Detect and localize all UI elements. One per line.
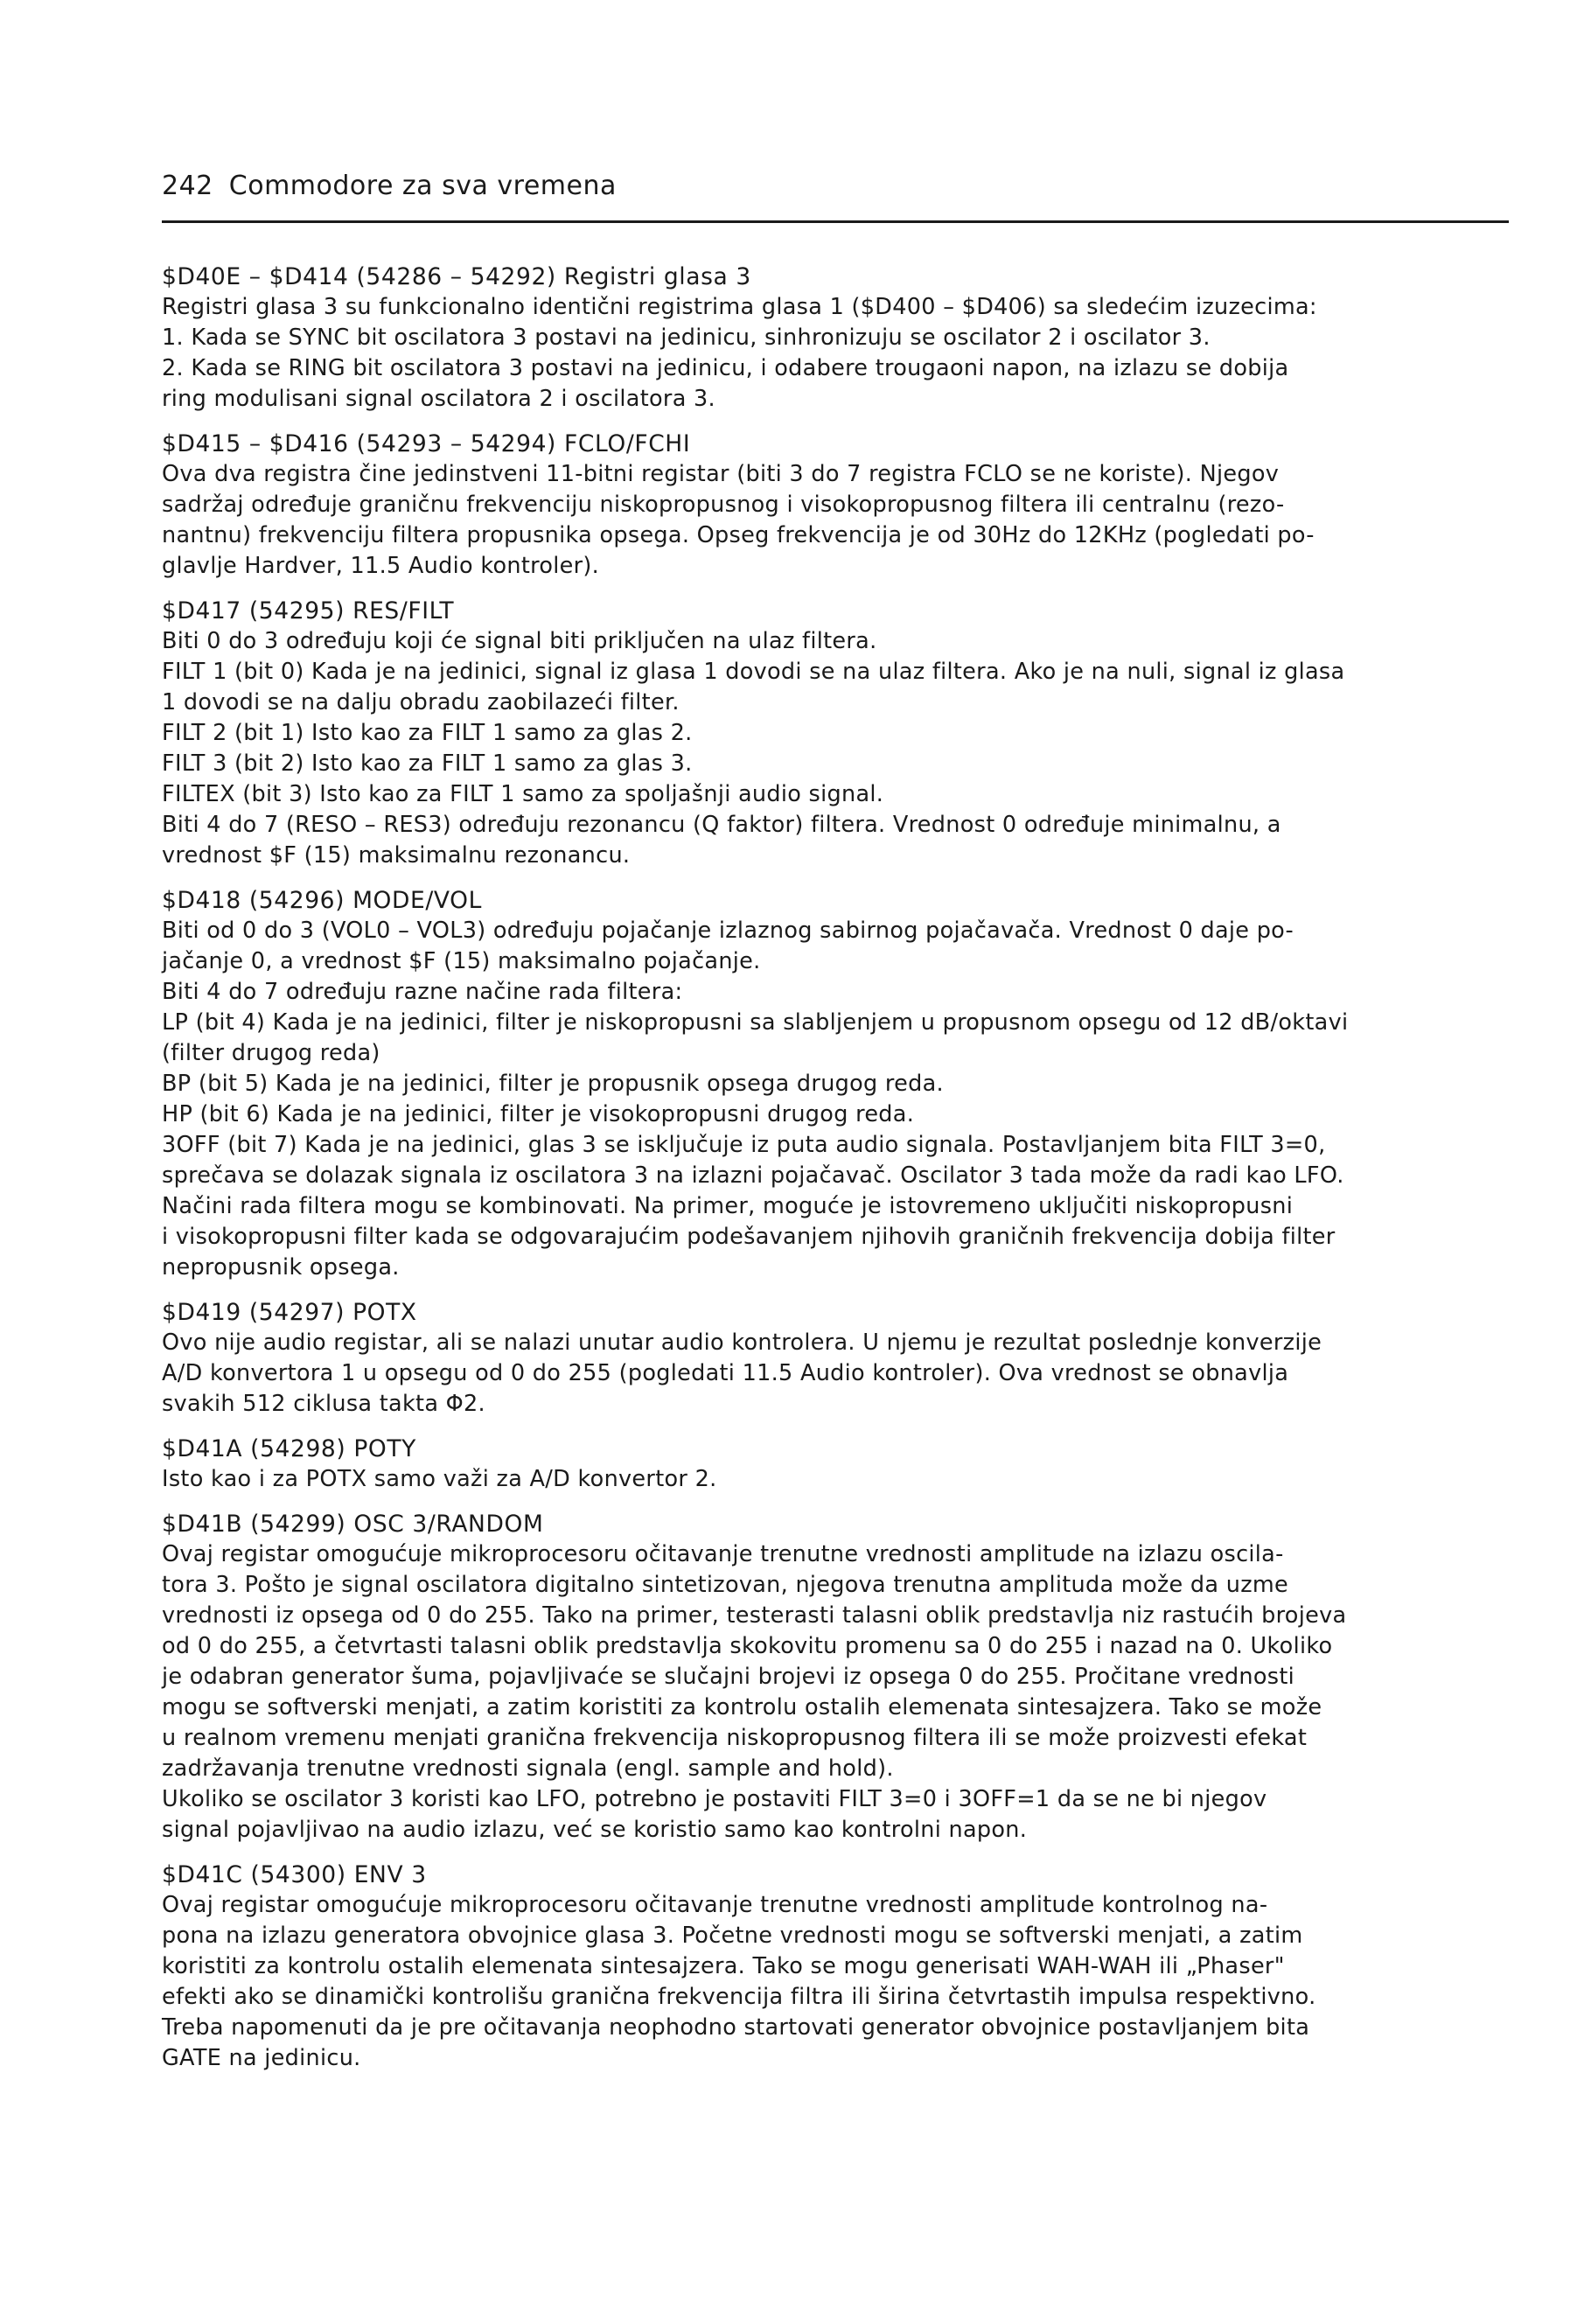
text-line: od 0 do 255, a četvrtasti talasni oblik predstavlja skokovitu promenu sa 0 do 255 i nazad na 0. Ukoliko <box>162 1633 1333 1659</box>
text-line: Ova dva registra čine jedinstveni 11-bitni registar (biti 3 do 7 registra FCLO se ne koriste). Njegov <box>162 461 1280 487</box>
text-line: jačanje 0, a vrednost $F (15) maksimalno pojačanje. <box>162 948 761 974</box>
register-section <box>162 1509 1509 1846</box>
text-line: 1 dovodi se na dalju obradu zaobilazeći filter. <box>162 689 680 715</box>
text-line: 2. Kada se RING bit oscilatora 3 postavi na jedinicu, i odabere trougaoni napon, na izlazu se dobija <box>162 355 1289 381</box>
register-section <box>162 596 1509 871</box>
text-line: i visokopropusni filter kada se odgovarajućim podešavanjem njihovih graničnih frekvencija dobija filter <box>162 1224 1336 1250</box>
text-line: tora 3. Pošto je signal oscilatora digitalno sintetizovan, njegova trenutna amplituda može da uzme <box>162 1572 1289 1598</box>
register-heading: $D41B (54299) OSC 3/RANDOM <box>162 1511 544 1538</box>
text-line: Ovo nije audio registar, ali se nalazi unutar audio kontrolera. U njemu je rezultat poslednje konverzije <box>162 1329 1322 1356</box>
text-line: Ukoliko se oscilator 3 koristi kao LFO, potrebno je postaviti FILT 3=0 i 3OFF=1 da se ne bi njegov <box>162 1786 1267 1812</box>
text-line: FILT 2 (bit 1) Isto kao za FILT 1 samo za glas 2. <box>162 720 693 746</box>
text-line: LP (bit 4) Kada je na jedinici, filter je niskopropusni sa slabljenjem u propusnom opsegu od 12 dB/oktavi <box>162 1009 1349 1036</box>
text-line: efekti ako se dinamički kontrolišu granična frekvencija filtra ili širina četvrtastih impulsa respektivno. <box>162 1984 1316 2010</box>
text-line: Ovaj registar omogućuje mikroprocesoru očitavanje trenutne vrednosti amplitude kontrolnog na- <box>162 1892 1268 1918</box>
text-line: FILT 1 (bit 0) Kada je na jedinici, signal iz glasa 1 dovodi se na ulaz filtera. Ako je na nuli, signal iz glasa <box>162 659 1345 685</box>
text-line: sadržaj određuje graničnu frekvenciju niskopropusnog i visokopropusnog filtera ili centralnu (rezo- <box>162 492 1285 518</box>
text-line: Biti 4 do 7 (RESO – RES3) određuju rezonancu (Q faktor) filtera. Vrednost 0 određuje minimalnu, a <box>162 812 1281 838</box>
register-section <box>162 1860 1509 2074</box>
text-line: BP (bit 5) Kada je na jedinici, filter je propusnik opsega drugog reda. <box>162 1071 944 1097</box>
text-line: koristiti za kontrolu ostalih elemenata sintesajzera. Tako se mogu generisati WAH-WAH ili „Phaser" <box>162 1953 1285 1979</box>
body-text <box>162 262 1509 2074</box>
register-section <box>162 1434 1509 1495</box>
text-line: FILTEX (bit 3) Isto kao za FILT 1 samo za spoljašnji audio signal. <box>162 781 884 807</box>
text-line: Biti od 0 do 3 (VOL0 – VOL3) određuju pojačanje izlaznog sabirnog pojačavača. Vrednost 0 daje po- <box>162 918 1294 944</box>
text-line: nantnu) frekvenciju filtera propusnika opsega. Opseg frekvencija je od 30Hz do 12KHz (pogledati po- <box>162 522 1315 548</box>
register-heading: $D40E – $D414 (54286 – 54292) Registri glasa 3 <box>162 263 751 290</box>
text-line: Treba napomenuti da je pre očitavanja neophodno startovati generator obvojnice postavljanjem bita <box>162 2014 1310 2041</box>
register-section <box>162 262 1509 415</box>
text-line: svakih 512 ciklusa takta Φ2. <box>162 1391 485 1417</box>
book-page <box>162 171 1509 2088</box>
text-line: mogu se softverski menjati, a zatim koristiti za kontrolu ostalih elemenata sintesajzera. Tako se može <box>162 1694 1322 1720</box>
text-line: vrednost $F (15) maksimalnu rezonancu. <box>162 842 631 869</box>
text-line: zadržavanja trenutne vrednosti signala (engl. sample and hold). <box>162 1755 894 1782</box>
register-heading: $D418 (54296) MODE/VOL <box>162 887 482 914</box>
text-line: sprečava se dolazak signala iz oscilatora 3 na izlazni pojačavač. Oscilator 3 tada može da radi kao LFO. <box>162 1162 1344 1189</box>
text-line: je odabran generator šuma, pojavljivaće se slučajni brojevi iz opsega 0 do 255. Pročitane vrednosti <box>162 1664 1295 1690</box>
text-line: signal pojavljivao na audio izlazu, već se koristio samo kao kontrolni napon. <box>162 1817 1028 1843</box>
text-line: HP (bit 6) Kada je na jedinici, filter je visokopropusni drugog reda. <box>162 1101 915 1127</box>
text-line: nepropusnik opsega. <box>162 1254 400 1281</box>
text-line: Ovaj registar omogućuje mikroprocesoru očitavanje trenutne vrednosti amplitude na izlazu oscila- <box>162 1541 1284 1567</box>
register-heading: $D417 (54295) RES/FILT <box>162 597 455 625</box>
register-section <box>162 429 1509 582</box>
page-number: 242 <box>162 171 213 201</box>
text-line: 3OFF (bit 7) Kada je na jedinici, glas 3 se isključuje iz puta audio signala. Postavljanjem bita FILT 3=0, <box>162 1132 1326 1158</box>
text-line: vrednosti iz opsega od 0 do 255. Tako na primer, testerasti talasni oblik predstavlja niz rastućih brojeva <box>162 1602 1347 1629</box>
register-heading: $D419 (54297) POTX <box>162 1299 417 1326</box>
text-line: u realnom vremenu menjati granična frekvencija niskopropusnog filtera ili se može proizvesti efekat <box>162 1725 1308 1751</box>
register-section <box>162 885 1509 1283</box>
text-line: Biti 4 do 7 određuju razne načine rada filtera: <box>162 979 683 1005</box>
text-line: ring modulisani signal oscilatora 2 i oscilatora 3. <box>162 386 715 412</box>
text-line: FILT 3 (bit 2) Isto kao za FILT 1 samo za glas 3. <box>162 750 693 777</box>
text-line: Isto kao i za POTX samo važi za A/D konvertor 2. <box>162 1466 717 1492</box>
register-heading: $D415 – $D416 (54293 – 54294) FCLO/FCHI <box>162 430 691 457</box>
text-line: Načini rada filtera mogu se kombinovati. Na primer, moguće je istovremeno uključiti niskopropusni <box>162 1193 1294 1219</box>
text-line: Registri glasa 3 su funkcionalno identični registrima glasa 1 ($D400 – $D406) sa sledećim izuzecima: <box>162 294 1317 320</box>
text-line: (filter drugog reda) <box>162 1040 380 1066</box>
register-heading: $D41C (54300) ENV 3 <box>162 1861 427 1888</box>
text-line: A/D konvertora 1 u opsegu od 0 do 255 (pogledati 11.5 Audio kontroler). Ova vrednost se obnavlja <box>162 1360 1289 1386</box>
book-title: Commodore za sva vremena <box>228 171 617 201</box>
running-header <box>162 171 1509 201</box>
text-line: pona na izlazu generatora obvojnice glasa 3. Početne vrednosti mogu se softverski menjati, a zatim <box>162 1923 1303 1949</box>
text-line: glavlje Hardver, 11.5 Audio kontroler). <box>162 553 600 579</box>
text-line: 1. Kada se SYNC bit oscilatora 3 postavi na jedinicu, sinhronizuju se oscilator 2 i oscilator 3. <box>162 325 1211 351</box>
header-rule <box>162 220 1509 223</box>
text-line: Biti 0 do 3 određuju koji će signal biti priključen na ulaz filtera. <box>162 628 877 654</box>
register-heading: $D41A (54298) POTY <box>162 1435 416 1462</box>
register-section <box>162 1297 1509 1420</box>
text-line: GATE na jedinicu. <box>162 2045 361 2071</box>
